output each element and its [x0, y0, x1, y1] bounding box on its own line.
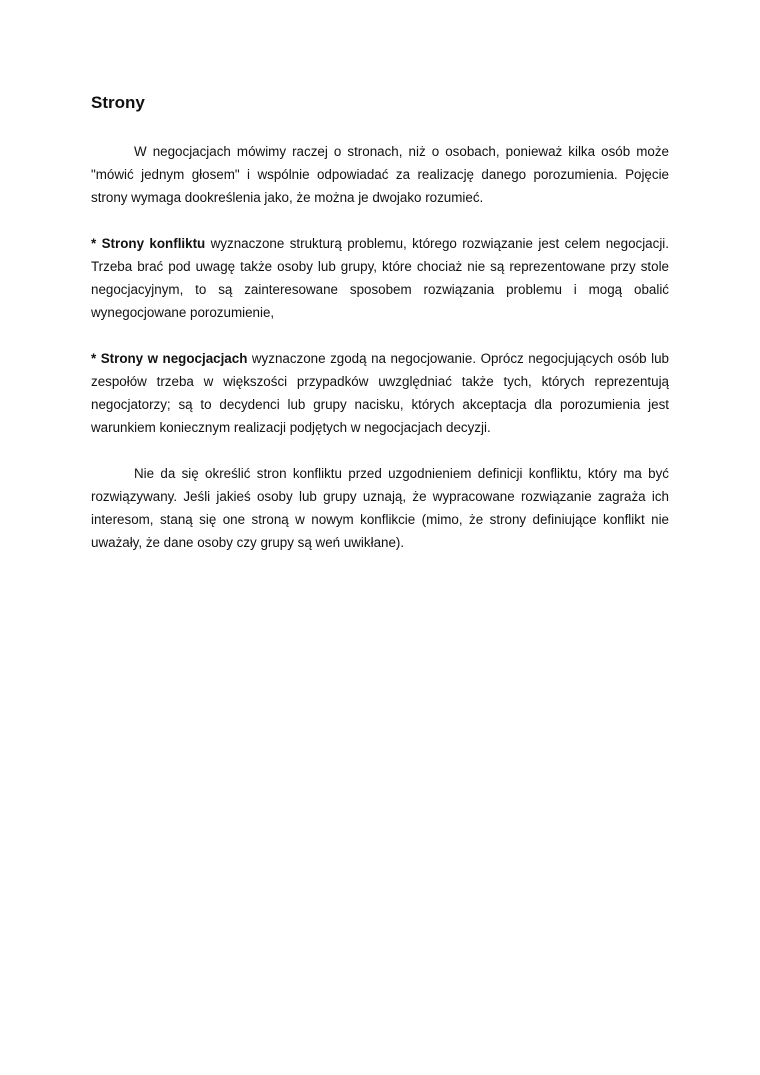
page-title: Strony	[91, 93, 145, 112]
paragraph-intro	[91, 140, 669, 209]
paragraph-negotiation-parties-lead: * Strony w negocjacjach	[91, 351, 248, 366]
paragraph-conclusion	[91, 462, 669, 554]
paragraph-conflict-parties-lead: * Strony konfliktu	[91, 236, 206, 251]
paragraph-conclusion-text: Nie da się określić stron konfliktu przed uzgodnieniem definicji konfliktu, który ma być rozwiązywany. Jeśli jakieś osoby lub grupy uznają, że wypracowane rozwiązanie zagraża ich interesom, staną się one stroną w nowym konflikcie (mimo, że strony definiujące konflikt nie uważały, że dane osoby czy grupy są weń uwikłane).	[91, 466, 669, 550]
paragraph-negotiation-parties-text: wyznaczone zgodą na negocjowanie. Oprócz negocjujących osób lub zespołów trzeba w większości przypadków uwzględniać także tych, których reprezentują negocjatorzy; są to decydenci lub grupy nacisku, których akceptacja dla porozumienia jest warunkiem koniecznym realizacji podjętych w negocjacjach decyzji.	[91, 351, 670, 435]
paragraph-negotiation-parties	[91, 347, 669, 439]
paragraph-conflict-parties	[91, 232, 669, 324]
paragraph-conflict-parties-text: wyznaczone strukturą problemu, którego rozwiązanie jest celem negocjacji. Trzeba brać pod uwagę także osoby lub grupy, które chociaż nie są reprezentowane przy stole negocjacyjnym, to są zainteresowane sposobem rozwiązania problemu i mogą obalić wynegocjowane porozumienie,	[91, 236, 669, 320]
paragraph-intro-text: W negocjacjach mówimy raczej o stronach, niż o osobach, ponieważ kilka osób może "mówić jednym głosem" i wspólnie odpowiadać za realizację danego porozumienia. Pojęcie strony wymaga dookreślenia jako, że można je dwojako rozumieć.	[91, 144, 669, 205]
